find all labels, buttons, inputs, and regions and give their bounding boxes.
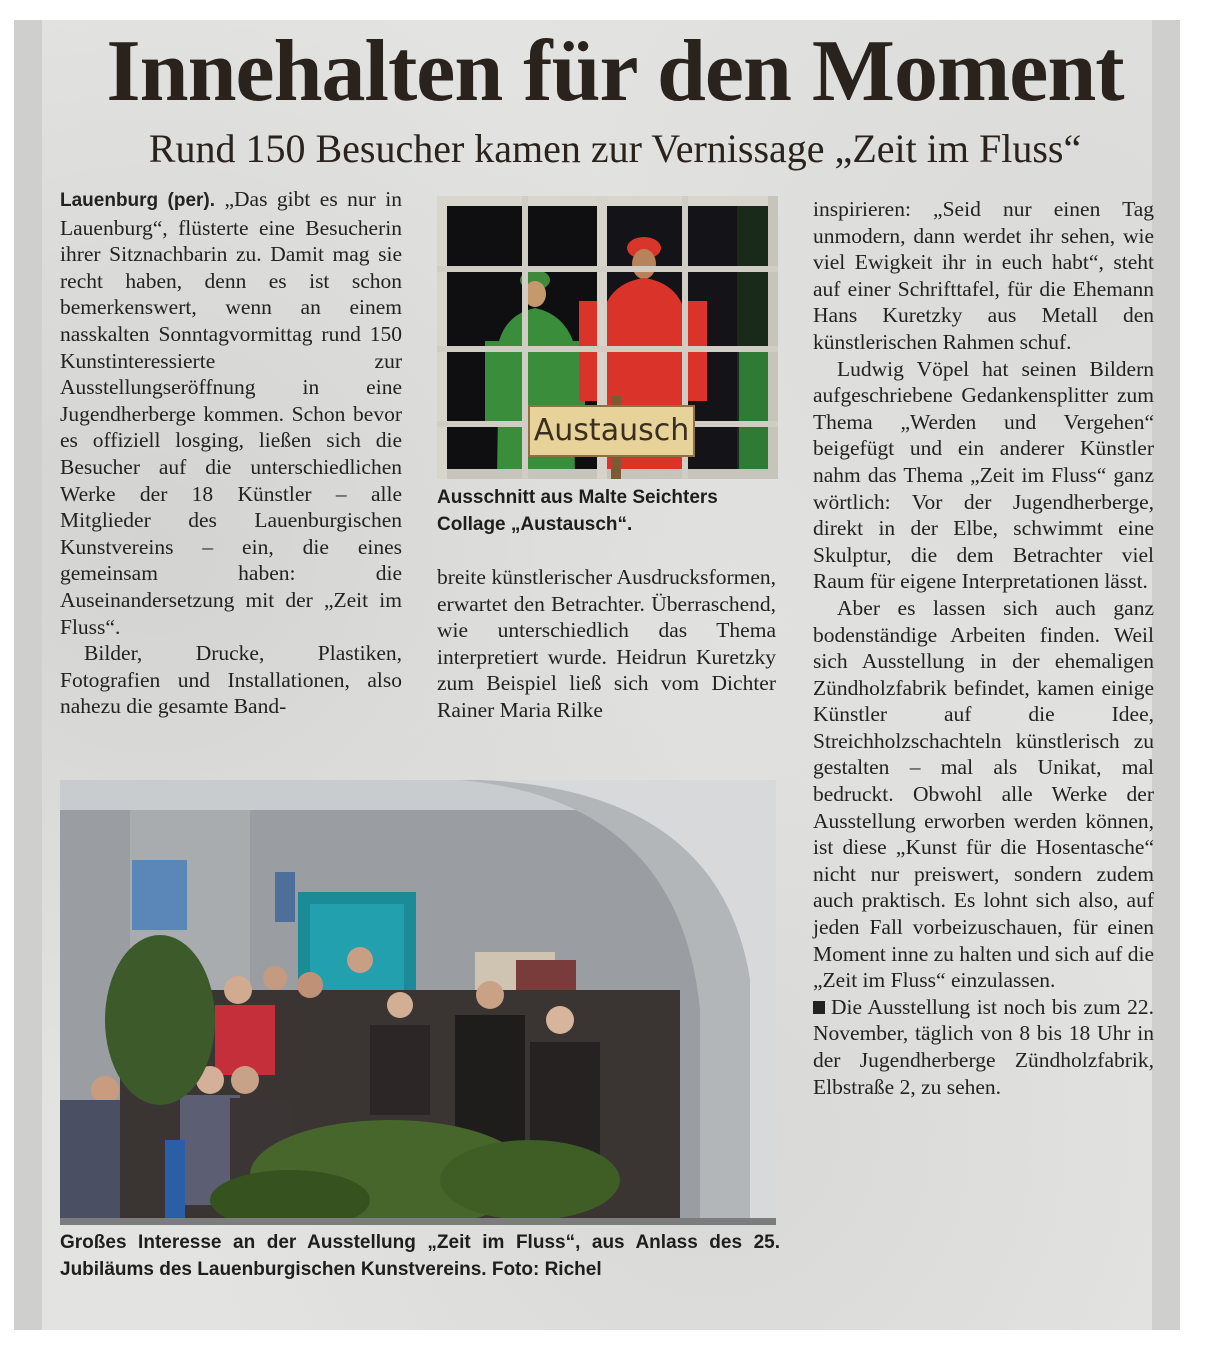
audience-photo bbox=[60, 780, 776, 1225]
col1-paragraph-1 bbox=[60, 186, 402, 640]
article-column-1 bbox=[60, 186, 402, 720]
col3-paragraph-1: inspirieren: „Seid nur einen Tag unmodern, dann werdet ihr sehen, wie viel Ewigkeit ihr in euch habt“, steht auf einer Schrifttafel, für die Ehemann Hans Kuretzky aus Metall den künstlerischen Rahmen schuf. bbox=[813, 197, 1154, 354]
dateline: Lauenburg (per). bbox=[60, 190, 216, 211]
col3-paragraph-2: Ludwig Vöpel hat seinen Bildern aufgeschriebene Gedankensplitter zum Thema „Werden und Vergehen“ beigefügt und ein anderer Künstler nahm das Thema „Zeit im Fluss“ ganz wörtlich: Vor der Jugendherberge, direkt in der Elbe, schwimmt eine Skulptur, die dem Betrachter viel Raum für eigene Interpretationen lässt. bbox=[813, 356, 1154, 594]
article-column-2 bbox=[437, 564, 776, 724]
scan-shadow-right bbox=[1152, 20, 1180, 1330]
collage-caption: Ausschnitt aus Malte Seichters Collage „Austausch“. bbox=[437, 487, 718, 535]
col1-paragraph-2: Bilder, Drucke, Plastiken, Fotografien und Installationen, also nahezu die gesamte Band- bbox=[60, 641, 402, 719]
article-headline: Innehalten für den Moment bbox=[106, 23, 1124, 120]
article-column-3 bbox=[813, 196, 1154, 1100]
scan-shadow-left bbox=[14, 20, 42, 1330]
col2-paragraph-1: breite künstlerischer Ausdrucksformen, erwartet den Betrachter. Überraschend, wie unterschiedlich das Thema interpretiert wurde. Heidrun Kuretzky zum Beispiel ließ sich vom Dichter Rainer Maria Rilke bbox=[437, 565, 776, 722]
austausch-sign: Austausch bbox=[533, 413, 690, 448]
col3-info-text: Die Ausstellung ist noch bis zum 22. November, täglich von 8 bis 18 Uhr in der Jugendherberge Zündholzfabrik, Elbstraße 2, zu sehen. bbox=[813, 994, 1154, 1099]
col3-paragraph-3: Aber es lassen sich auch ganz bodenständige Arbeiten finden. Weil sich Ausstellung in der ehemaligen Zündholzfabrik befindet, kamen einige Künstler auf die Idee, Streichholzschachteln künstlerisch zu gestalten – mal als Unikat, mal bedruckt. Obwohl alle Werke der Ausstellung erworben werden können, ist diese „Kunst für die Hosentasche“ nicht nur preiswert, sondern zudem auch praktisch. Es lohnt sich also, auf jeden Fall vorbeizuschauen, für einen Moment inne zu halten und sich auf die „Zeit im Fluss“ einzulassen. bbox=[813, 595, 1154, 993]
article-subheadline: Rund 150 Besucher kamen zur Vernissage „Zeit im Fluss“ bbox=[148, 126, 1082, 171]
collage-photo bbox=[437, 196, 778, 479]
col1-paragraph-1-text: „Das gibt es nur in Lauenburg“, flüsterte eine Besucherin ihrer Sitznachbarin zu. Damit mag sie recht haben, denn es ist schon bemerkenswert, wenn an einem nasskalten Sonntagvormittag rund 150 Kunstinteressierte zur Ausstellungseröffnung in eine Jugendherberge kommen. Schon bevor es offiziell losging, ließen sich die Besucher auf die unterschiedlichen Werke der 18 Künstler – alle Mitglieder des Lauenburgischen Kunstvereins – ein, die eines gemeinsam haben: die Auseinandersetzung mit der „Zeit im Fluss“. bbox=[60, 187, 403, 639]
col3-info-paragraph bbox=[813, 994, 1154, 1100]
audience-caption: Großes Interesse an der Ausstellung „Zeit im Fluss“, aus Anlass des 25. Jubiläums des Lauenburgischen Kunstvereins. Foto: Richel bbox=[60, 1232, 780, 1280]
bullet-square-icon bbox=[813, 1001, 825, 1014]
